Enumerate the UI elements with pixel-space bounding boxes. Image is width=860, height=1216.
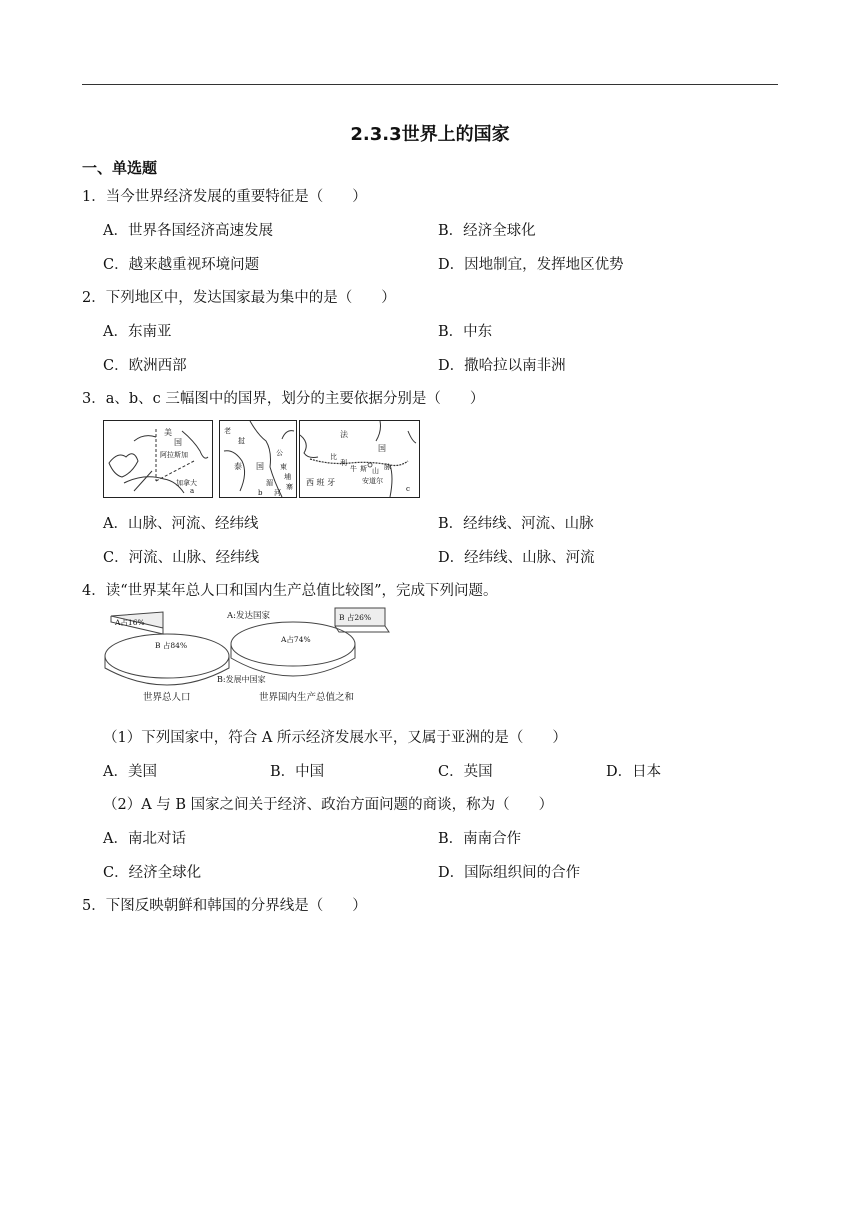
pie-population-slice-a: A占16%: [115, 618, 145, 627]
map-a-label-1: 美: [164, 428, 172, 437]
map-c-label-11: c: [406, 485, 410, 493]
map-b-label-2: 挝: [238, 437, 245, 445]
question-4-stem: 4．读“世界某年总人口和国内生产总值比较图”，完成下列问题。: [82, 583, 498, 599]
question-2-option-c: C．欧洲西部: [103, 358, 187, 374]
question-4-2-option-a: A．南北对话: [103, 831, 186, 847]
question-2-stem: 2．下列地区中，发达国家最为集中的是（ ）: [82, 290, 396, 306]
question-3-option-d: D．经纬线、山脉、河流: [438, 550, 595, 566]
map-c-label-9: 西 班 牙: [306, 478, 336, 487]
pie-population-slice-b: B 占84%: [155, 641, 188, 650]
question-1-option-d: D．因地制宜，发挥地区优势: [438, 257, 624, 273]
question-3-option-c: C．河流、山脉、经纬线: [103, 550, 260, 566]
question-4-1-stem: （1）下列国家中，符合 A 所示经济发展水平，又属于亚洲的是（ ）: [103, 730, 567, 746]
map-a-label-3: 阿拉斯加: [160, 451, 188, 459]
question-1-option-b: B．经济全球化: [438, 223, 536, 239]
map-c-label-3: 比: [330, 453, 337, 461]
map-c-label-1: 法: [340, 430, 348, 439]
question-3-option-b: B．经纬线、河流、山脉: [438, 516, 594, 532]
map-b-label-4: 国: [256, 462, 264, 471]
question-4-2-option-d: D．国际组织间的合作: [438, 865, 581, 881]
map-a-label-5: a: [190, 487, 195, 495]
map-c-label-2: 国: [378, 444, 386, 453]
question-1-option-a: A．世界各国经济高速发展: [103, 223, 273, 239]
legend-label-b: B:发展中国家: [217, 675, 266, 684]
map-b-label-6: 埔: [284, 473, 291, 481]
map-b-label-1: 老: [224, 427, 231, 435]
question-4-1-option-d: D．日本: [606, 764, 662, 780]
question-4-1-option-b: B．中国: [270, 764, 325, 780]
question-4-2-option-c: C．经济全球化: [103, 865, 202, 881]
pie-population: [105, 612, 229, 685]
map-b-label-8: 公: [276, 449, 283, 457]
question-3-stem: 3．a、b、c 三幅图中的国界，划分的主要依据分别是（ ）: [82, 391, 485, 407]
map-c-label-6: 斯: [360, 465, 367, 473]
map-b-label-11: b: [258, 489, 263, 497]
map-c-label-7: 山: [372, 467, 379, 475]
map-b-label-5: 柬: [280, 463, 287, 471]
question-1-stem: 1．当今世界经济发展的重要特征是（ ）: [82, 189, 367, 205]
map-b-label-3: 泰: [234, 462, 242, 471]
question-4-2-option-b: B．南南合作: [438, 831, 522, 847]
header-rule: [82, 84, 778, 85]
map-c-label-10: 安道尔: [362, 477, 383, 485]
question-4-1-option-a: A．美国: [103, 764, 157, 780]
pie-gdp-slice-a: A占74%: [281, 635, 311, 644]
question-4-1-option-c: C．英国: [438, 764, 493, 780]
map-b-label-7: 寨: [286, 483, 293, 491]
question-2-option-a: A．东南亚: [103, 324, 172, 340]
map-c-label-4: 利: [340, 459, 347, 467]
question-3-option-a: A．山脉、河流、经纬线: [103, 516, 259, 532]
border-map-a: [103, 420, 213, 498]
map-a-label-2: 国: [174, 438, 182, 447]
pie-gdp-slice-b: B 占26%: [339, 613, 372, 622]
map-a-label-4: 加拿大: [176, 479, 197, 487]
question-5-stem: 5．下图反映朝鲜和韩国的分界线是（ ）: [82, 898, 367, 914]
legend-label-a: A:发达国家: [227, 611, 271, 621]
question-2-option-b: B．中东: [438, 324, 493, 340]
pie-gdp-caption: 世界国内生产总值之和: [259, 692, 355, 703]
page-title: 2.3.3世界上的国家: [350, 124, 510, 145]
border-map-c: [299, 420, 420, 498]
map-c-label-8: 脉: [384, 463, 391, 471]
population-gdp-pie-figure: [103, 606, 393, 706]
question-2-option-d: D．撒哈拉以南非洲: [438, 358, 566, 374]
pie-population-caption: 世界总人口: [143, 692, 191, 703]
border-map-b: [219, 420, 297, 498]
section-heading: 一、单选题: [82, 159, 158, 177]
map-b-label-9: 湄: [266, 479, 273, 487]
question-1-option-c: C．越来越重视环境问题: [103, 257, 260, 273]
map-b-label-10: 河: [274, 489, 281, 497]
map-c-label-5: 牛: [350, 465, 357, 473]
question-4-2-stem: （2）A 与 B 国家之间关于经济、政治方面问题的商谈，称为（ ）: [103, 797, 554, 813]
